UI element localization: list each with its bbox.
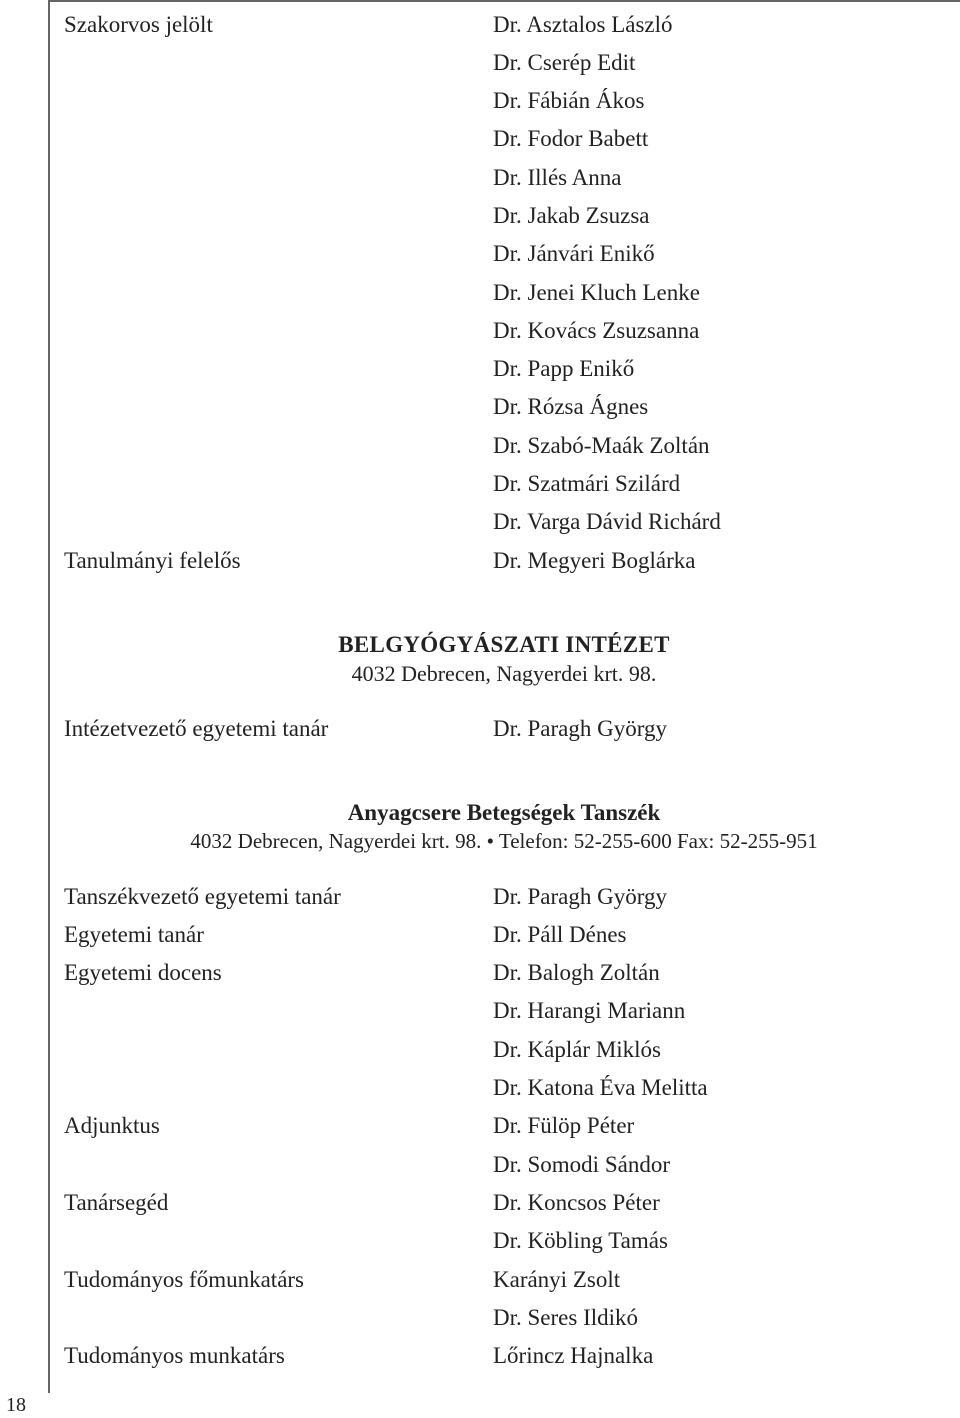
staff-name: Karányi Zsolt bbox=[493, 1267, 621, 1292]
institute-address: 4032 Debrecen, Nagyerdei krt. 98. bbox=[351, 661, 657, 686]
staff-name: Dr. Koncsos Péter bbox=[493, 1190, 660, 1215]
role-tanszekvezeto: Tanszékvezető egyetemi tanár bbox=[64, 884, 341, 909]
institute-head-name: Dr. Paragh György bbox=[493, 716, 667, 741]
staff-name: Dr. Páll Dénes bbox=[493, 922, 627, 947]
staff-name: Dr. Paragh György bbox=[493, 884, 667, 909]
staff-name: Lőrincz Hajnalka bbox=[493, 1343, 654, 1368]
resident-name: Dr. Fábián Ákos bbox=[493, 88, 645, 113]
role-tanarseged: Tanársegéd bbox=[64, 1190, 169, 1215]
role-tudomanyos-fomunkatars: Tudományos főmunkatárs bbox=[64, 1267, 305, 1292]
resident-name: Dr. Fodor Babett bbox=[493, 126, 649, 151]
department-title: Anyagcsere Betegségek Tanszék bbox=[347, 800, 661, 825]
staff-name: Dr. Balogh Zoltán bbox=[493, 960, 660, 985]
resident-name: Dr. Rózsa Ágnes bbox=[493, 394, 649, 419]
resident-name: Dr. Jenei Kluch Lenke bbox=[493, 280, 700, 305]
role-szakorvos-jelolt: Szakorvos jelölt bbox=[64, 12, 213, 37]
page-number: 18 bbox=[6, 1394, 26, 1416]
staff-name: Dr. Köbling Tamás bbox=[493, 1228, 668, 1253]
role-tudomanyos-munkatars: Tudományos munkatárs bbox=[64, 1343, 285, 1368]
institute-title: BELGYÓGYÁSZATI INTÉZET bbox=[338, 632, 670, 657]
resident-name: Dr. Szabó-Maák Zoltán bbox=[493, 433, 710, 458]
staff-name: Dr. Katona Éva Melitta bbox=[493, 1075, 708, 1100]
department-address: 4032 Debrecen, Nagyerdei krt. 98. • Telefon: 52-255-600 Fax: 52-255-951 bbox=[190, 829, 818, 853]
resident-name: Dr. Szatmári Szilárd bbox=[493, 471, 681, 496]
resident-name: Dr. Kovács Zsuzsanna bbox=[493, 318, 700, 343]
tanulmanyi-felelos-name: Dr. Megyeri Boglárka bbox=[493, 548, 696, 573]
staff-name: Dr. Somodi Sándor bbox=[493, 1152, 670, 1177]
resident-name: Dr. Varga Dávid Richárd bbox=[493, 509, 721, 534]
resident-name: Dr. Illés Anna bbox=[493, 165, 622, 190]
resident-name: Dr. Asztalos László bbox=[493, 12, 673, 37]
staff-name: Dr. Fülöp Péter bbox=[493, 1113, 635, 1138]
role-egyetemi-tanar: Egyetemi tanár bbox=[64, 922, 204, 947]
staff-name: Dr. Harangi Mariann bbox=[493, 998, 686, 1023]
resident-name: Dr. Papp Enikő bbox=[493, 356, 635, 381]
staff-name: Dr. Káplár Miklós bbox=[493, 1037, 662, 1062]
role-egyetemi-docens: Egyetemi docens bbox=[64, 960, 222, 985]
resident-name: Dr. Jakab Zsuzsa bbox=[493, 203, 650, 228]
role-intezetvezeto: Intézetvezető egyetemi tanár bbox=[64, 716, 329, 741]
resident-name: Dr. Cserép Edit bbox=[493, 50, 636, 75]
staff-name: Dr. Seres Ildikó bbox=[493, 1305, 639, 1330]
resident-name: Dr. Jánvári Enikő bbox=[493, 241, 655, 266]
role-adjunktus: Adjunktus bbox=[64, 1113, 160, 1138]
role-tanulmanyi-felelos: Tanulmányi felelős bbox=[64, 548, 241, 573]
